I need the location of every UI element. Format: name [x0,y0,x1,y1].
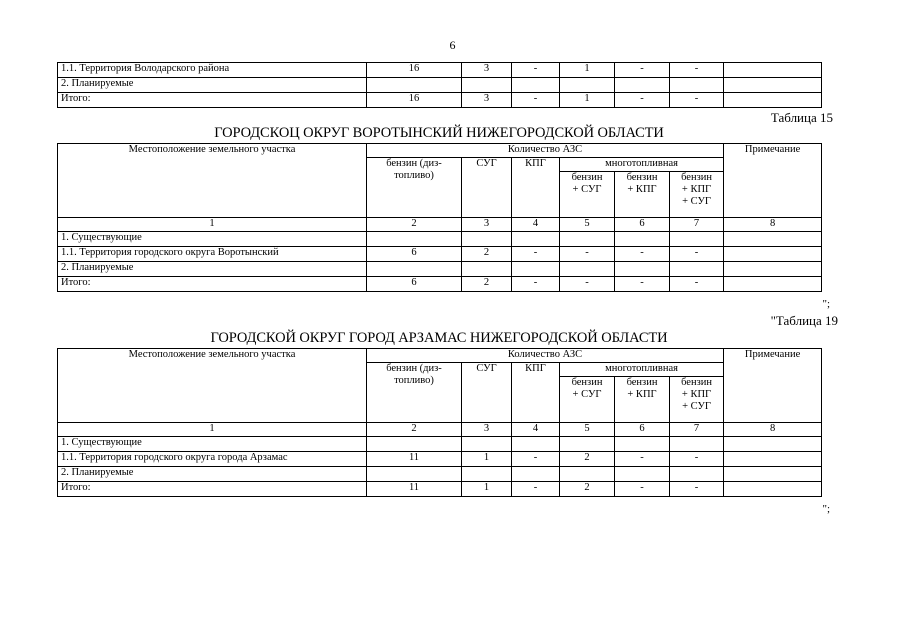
header-multifuel: многотопливная [560,158,724,172]
table-row [58,78,822,93]
row-value-cell: - [615,247,670,262]
row-location-cell: 2. Планируемые [58,262,367,277]
row-value-cell [724,247,822,262]
row-value-cell: - [512,93,560,108]
row-value-cell: - [615,93,670,108]
row-value-cell [560,262,615,277]
row-value-cell: - [670,247,724,262]
table-15-label: Таблица 15 [770,110,833,125]
table-15-closing-quote: "; [822,298,830,310]
header-petrol: бензин (диз- топливо) [367,158,462,218]
header-location: Местоположение земельного участка [58,349,367,423]
header-station-count: Количество АЗС [367,144,724,158]
row-value-cell [615,467,670,482]
row-value-cell [512,262,560,277]
row-value-cell [615,232,670,247]
table-15-heading: ГОРОДСКОЦ ОКРУГ ВОРОТЫНСКИЙ НИЖЕГОРОДСКОЙ ОБЛАСТИ [214,125,664,141]
row-value-cell: 3 [462,63,512,78]
table-19-heading: ГОРОДСКОЙ ОКРУГ ГОРОД АРЗАМАС НИЖЕГОРОДСКОЙ ОБЛАСТИ [210,330,668,346]
column-number-row: 1 2 3 4 5 6 7 8 [58,218,822,232]
row-value-cell [462,467,512,482]
row-value-cell [615,262,670,277]
row-value-cell [724,63,822,78]
row-value-cell: 2 [560,452,615,467]
header-petrol-kpg: бензин + КПГ [615,377,670,423]
header-note: Примечание [724,349,822,423]
row-value-cell: 1 [560,93,615,108]
page-number: 6 [449,38,456,52]
row-value-cell [670,467,724,482]
row-value-cell: 1 [560,63,615,78]
row-value-cell [462,437,512,452]
row-value-cell [560,467,615,482]
row-location-cell: Итого: [58,93,367,108]
row-value-cell [670,232,724,247]
row-value-cell [724,452,822,467]
row-value-cell [512,467,560,482]
row-value-cell: - [670,452,724,467]
row-value-cell [512,437,560,452]
row-value-cell: 2 [462,247,512,262]
header-petrol-kpg-sug: бензин + КПГ + СУГ [670,172,724,218]
table-row [58,93,822,108]
row-value-cell [724,232,822,247]
row-value-cell [367,78,462,93]
row-value-cell [724,437,822,452]
row-value-cell [724,482,822,497]
row-value-cell [367,467,462,482]
row-location-cell: 2. Планируемые [58,467,367,482]
row-location-cell: Итого: [58,277,367,292]
row-value-cell: - [560,247,615,262]
table-row [58,277,822,292]
row-value-cell [512,78,560,93]
table-row [58,63,822,78]
row-value-cell [615,437,670,452]
column-number-row: 1 2 3 4 5 6 7 8 [58,423,822,437]
row-value-cell: - [512,277,560,292]
row-value-cell [367,262,462,277]
row-value-cell: - [670,63,724,78]
row-value-cell [462,78,512,93]
row-value-cell [724,277,822,292]
table-row [58,452,822,467]
table-19-label: "Таблица 19 [770,313,838,328]
row-value-cell [367,232,462,247]
header-petrol: бензин (диз- топливо) [367,363,462,423]
row-location-cell: Итого: [58,482,367,497]
row-value-cell [560,232,615,247]
row-value-cell [670,78,724,93]
row-value-cell: 11 [367,482,462,497]
table-row [58,247,822,262]
header-kpg: КПГ [512,363,560,423]
header-note: Примечание [724,144,822,218]
row-value-cell [724,467,822,482]
row-location-cell: 1. Существующие [58,437,367,452]
row-value-cell: - [615,452,670,467]
table-row [58,467,822,482]
row-value-cell [670,437,724,452]
header-petrol-kpg-sug: бензин + КПГ + СУГ [670,377,724,423]
row-location-cell: 1.1. Территория городского округа города Арзамас [58,452,367,467]
row-value-cell: - [512,63,560,78]
header-station-count: Количество АЗС [367,349,724,363]
header-petrol-sug: бензин + СУГ [560,172,615,218]
row-value-cell: 2 [560,482,615,497]
row-value-cell: - [670,93,724,108]
row-value-cell: - [512,452,560,467]
table-row [58,437,822,452]
row-value-cell [724,93,822,108]
row-value-cell [724,262,822,277]
table-15 [57,143,822,292]
row-value-cell [462,262,512,277]
row-value-cell: 6 [367,247,462,262]
row-value-cell: 16 [367,93,462,108]
header-petrol-sug: бензин + СУГ [560,377,615,423]
row-value-cell: 1 [462,452,512,467]
row-value-cell: - [615,482,670,497]
row-value-cell [560,78,615,93]
table-row [58,262,822,277]
row-value-cell: - [615,63,670,78]
header-petrol-kpg: бензин + КПГ [615,172,670,218]
header-multifuel: многотопливная [560,363,724,377]
header-sug: СУГ [462,363,512,423]
row-value-cell: 3 [462,93,512,108]
table-19 [57,348,822,497]
row-value-cell: 6 [367,277,462,292]
row-value-cell [512,232,560,247]
header-kpg: КПГ [512,158,560,218]
row-location-cell: 1.1. Территория Володарского района [58,63,367,78]
row-value-cell [462,232,512,247]
row-value-cell: 16 [367,63,462,78]
row-value-cell: - [512,247,560,262]
row-value-cell [724,78,822,93]
table-row [58,482,822,497]
header-location: Местоположение земельного участка [58,144,367,218]
table-19-closing-quote: "; [822,503,830,515]
continuation-table [57,62,822,108]
row-value-cell: - [512,482,560,497]
row-location-cell: 1. Существующие [58,232,367,247]
row-value-cell [560,437,615,452]
row-value-cell: - [670,277,724,292]
row-value-cell: 1 [462,482,512,497]
row-value-cell: - [615,277,670,292]
row-value-cell: - [560,277,615,292]
row-value-cell: 11 [367,452,462,467]
row-location-cell: 1.1. Территория городского округа Воротынский [58,247,367,262]
row-value-cell: - [670,482,724,497]
table-row [58,232,822,247]
row-value-cell: 2 [462,277,512,292]
header-sug: СУГ [462,158,512,218]
row-location-cell: 2. Планируемые [58,78,367,93]
row-value-cell [670,262,724,277]
row-value-cell [615,78,670,93]
row-value-cell [367,437,462,452]
